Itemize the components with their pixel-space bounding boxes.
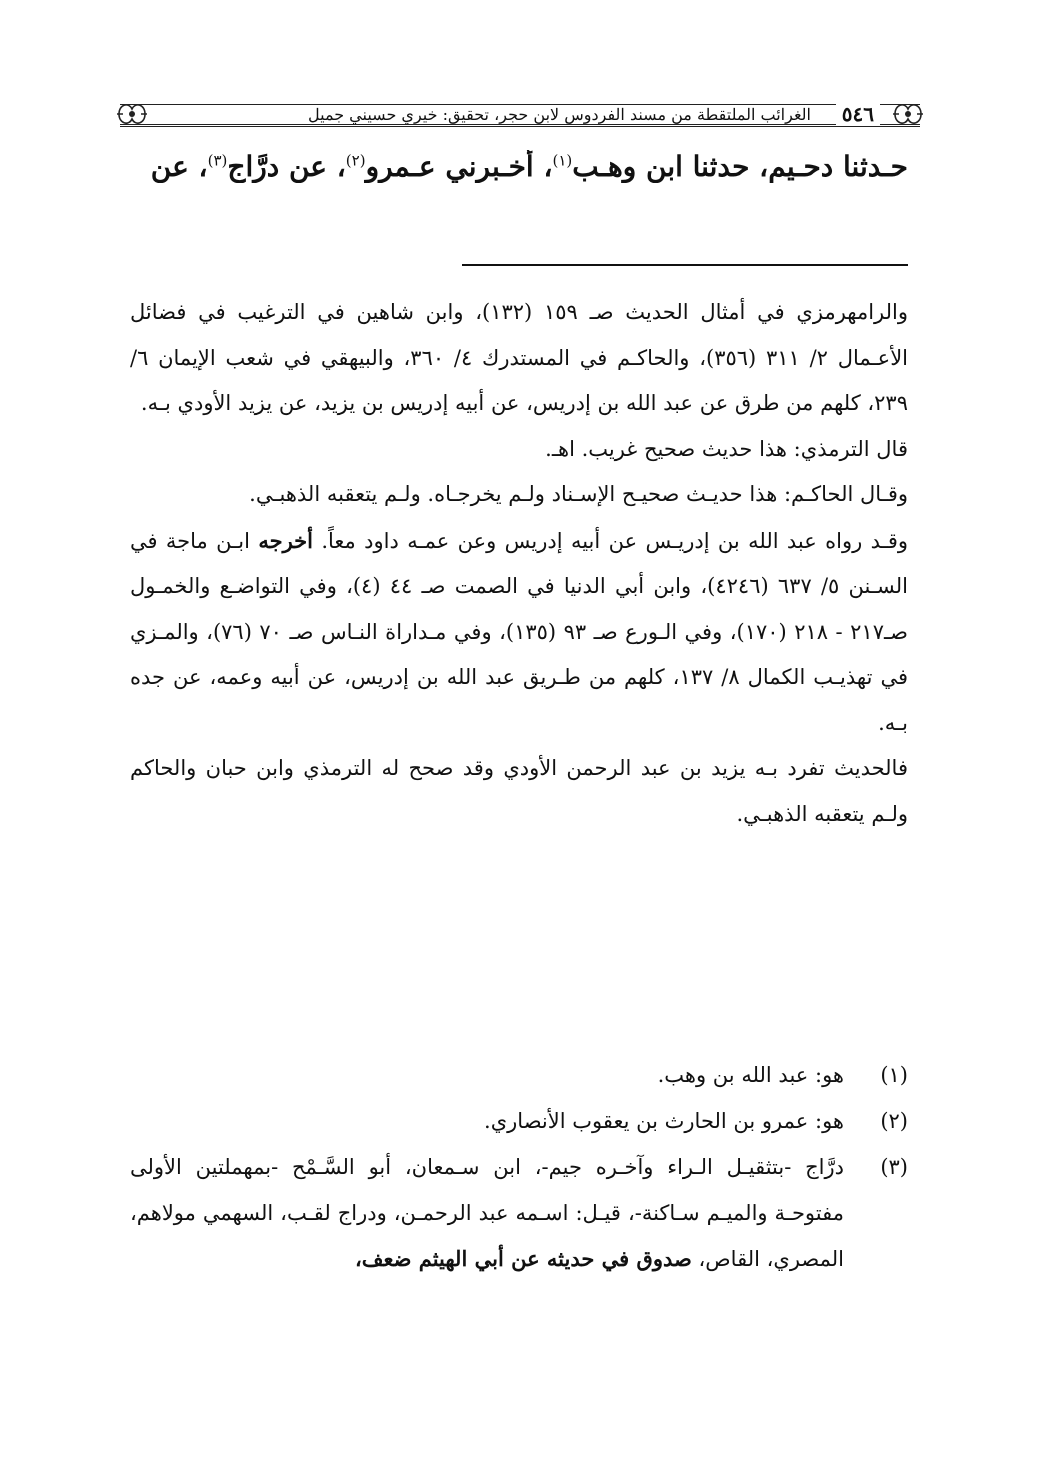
footnote-text: هو: عبد الله بن وهب. [657, 1063, 844, 1087]
footnote-separator [462, 264, 908, 266]
running-header [120, 96, 920, 136]
main-text-3: ، عن درَّاج [227, 150, 346, 183]
footnote-number: (١) [880, 1063, 908, 1087]
footnote-list [130, 1052, 908, 1282]
note-paragraph-4-bold: أخرجه [258, 527, 313, 553]
footnote-continuation [130, 290, 908, 837]
main-text-4: ، عن [150, 150, 208, 183]
footnote-ref-1[interactable]: (١) [552, 151, 573, 170]
note-paragraph-4a: وقـد رواه عبد الله بن إدريـس عن أبيه إدريس وعن عمـه داود معاً. [312, 528, 908, 553]
note-paragraph-4 [130, 518, 908, 747]
footnote-text-bold: صدوق في حديثه عن أبي الهيثم ضعف، [354, 1246, 692, 1271]
main-text-2: ، أخـبرني عـمرو [365, 150, 553, 183]
ornament-left-icon [114, 98, 150, 130]
footnote-item [130, 1098, 908, 1144]
footnote-text [130, 1144, 844, 1282]
ornament-right-icon [890, 98, 926, 130]
footnote-text: هو: عمرو بن الحارث بن يعقوب الأنصاري. [484, 1109, 844, 1133]
footnote-ref-2[interactable]: (٢) [345, 151, 366, 170]
note-paragraph-5: فالحديث تفرد بـه يزيد بن عبد الرحمن الأودي وقد صحح له الترمذي وابن حبان والحاكم ولـم يتعقبه الذهبـي. [130, 756, 908, 826]
main-text-line [130, 150, 908, 183]
note-paragraph-2: قال الترمذي: هذا حديث صحيح غريب. اهـ. [545, 436, 908, 461]
footnote-item [130, 1144, 908, 1282]
header-rule-bottom [120, 124, 920, 127]
footnote-text-regular: درَّاج -بتثقيـل الـراء وآخـره جيم-، ابن سـمعان، أبو السَّـمْح -بمهملتين الأولى مفتوحـة والميـم سـاكنة-، قيـل: اسـمه عبد الرحمـن، ودراج لقـب، السهمي مولاهم، المصري، القاص، [130, 1155, 844, 1271]
page-number: ٥٤٦ [836, 102, 880, 126]
note-paragraph-3: وقـال الحاكـم: هذا حديـث صحيـح الإسـناد ولـم يخرجـاه. ولـم يتعقبه الذهبـي. [249, 482, 908, 506]
footnote-number: (٢) [880, 1109, 908, 1133]
main-text-1: حـدثنا دحـيم، حدثنا ابن وهـب [572, 150, 908, 183]
note-paragraph-1: والرامهرمزي في أمثال الحديث صـ ١٥٩ (١٣٢)، وابن شاهين في الترغيب في فضائل الأعـمال ٢/ ٣١١ (٣٥٦)، والحاكـم في المستدرك ٤/ ٣٦٠، والبيهقي في شعب الإيمان ٦/ ٢٣٩، كلهم من طرق عن عبد الله بن إدريس، عن أبيه إدريس بن يزيد، عن يزيد الأودي بـه. [130, 300, 909, 415]
running-title: الغرائب الملتقطة من مسند الفردوس لابن حجر، تحقيق: خيري حسيني جميل [300, 105, 819, 124]
footnote-ref-3[interactable]: (٣) [207, 151, 228, 170]
note-paragraph-4c: ابـن ماجة في السـنن ٥/ ٦٣٧ (٤٢٤٦)، وابن أبي الدنيا في الصمت صـ ٤٤ (٤)، وفي التواضـع والخمـول صـ٢١٧ - ٢١٨ (١٧٠)، وفي الـورع صـ ٩٣ (١٣٥)، وفي مـداراة النـاس صـ ٧٠ (٧٦)، والمـزي في تهذيـب الكمال ٨/ ١٣٧، كلهم من طـريق عبد الله بن إدريس، عن أبيه وعمه، عن جده بـه. [130, 528, 908, 735]
footnote-item [130, 1052, 908, 1098]
footnote-number: (٣) [880, 1155, 908, 1179]
